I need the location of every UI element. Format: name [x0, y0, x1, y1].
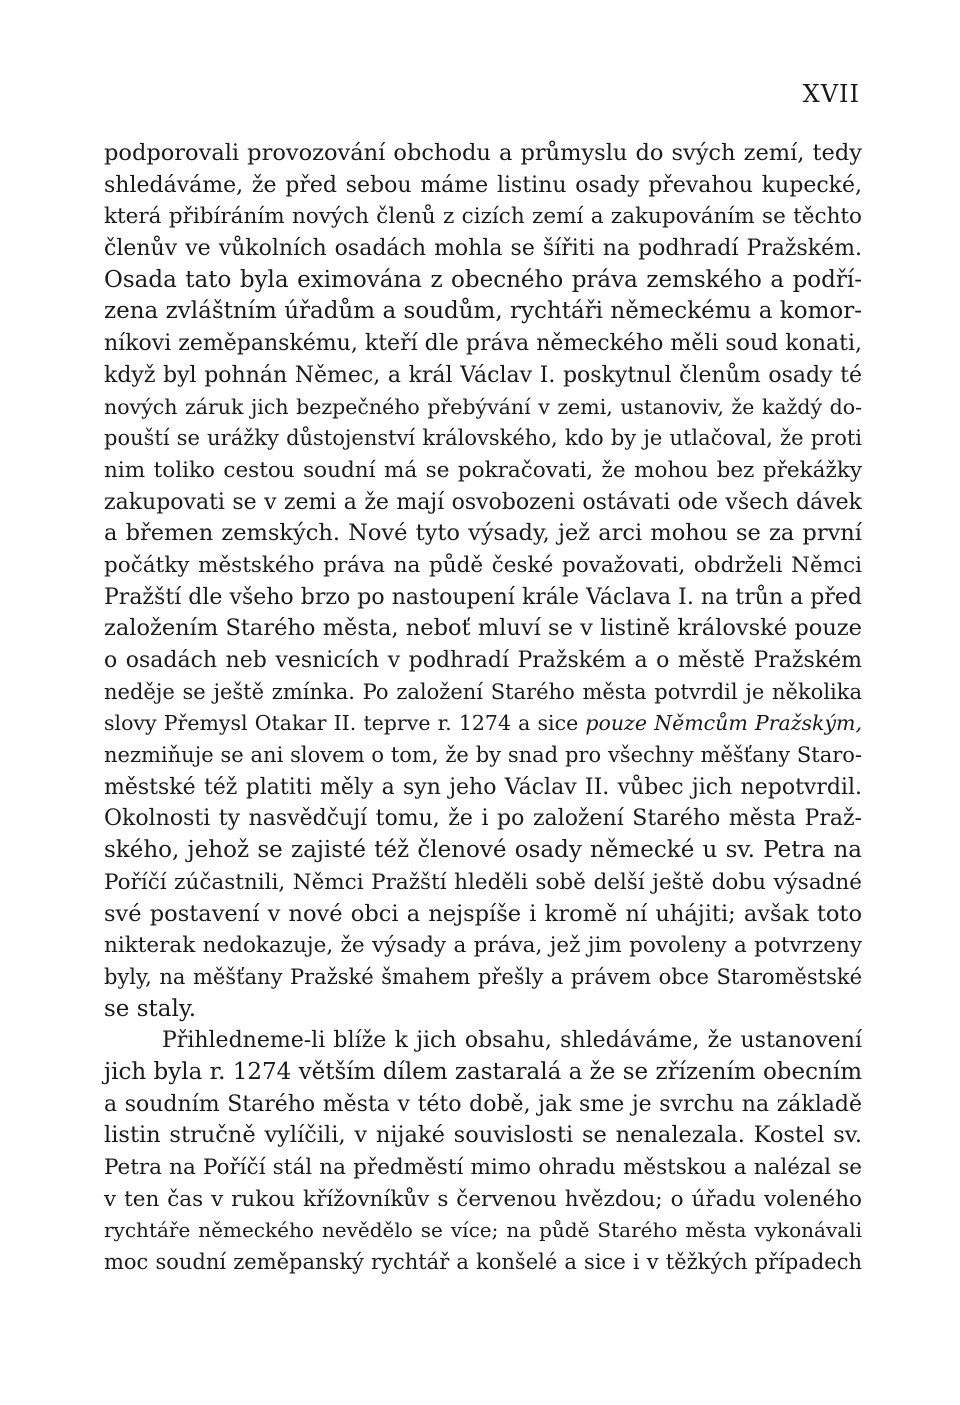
text-line: moc soudní zeměpanský rychtář a konšelé a sice i v těžkých případech — [104, 1250, 862, 1275]
text-line: ského, jehož se zajisté též členové osady německé u sv. Petra na — [104, 837, 862, 864]
text-line: v ten čas v rukou křížovníkův s červenou hvězdou; o úřadu voleného — [104, 1186, 862, 1212]
text-line: shledáváme, že před sebou máme listinu osady převahou kupecké, — [104, 172, 862, 198]
text-line: Poříčí zúčastnili, Němci Pražští hleděli sobě delší ještě dobu výsadné — [104, 869, 862, 895]
text-line: založením Starého města, neboť mluví se v listině královské pouze — [104, 615, 862, 642]
text-line: Petra na Poříčí stál na předměstí mimo ohradu městskou a nalézal se — [104, 1155, 862, 1180]
text-line: a břemen zemských. Nové tyto výsady, jež arci mohou se za první — [104, 520, 862, 547]
paragraph-1 — [104, 138, 862, 708]
text-line: rychtáře německého nevědělo se více; na půdě Starého města vykonávali — [104, 1218, 862, 1243]
text-line: nových záruk jich bezpečného přebývání v zemi, ustanoviv, že každý do- — [104, 394, 862, 419]
paragraph-2 — [104, 1025, 862, 1279]
text-line: níkovi zeměpanskému, kteří dle práva německého měli soud konati, — [104, 331, 862, 357]
paragraph-1-continued — [104, 740, 862, 1025]
text-line: a soudním Starého města v této době, jak sme je svrchu na základě — [104, 1091, 862, 1117]
text-line: zakupovati se v zemi a že mají osvobozeni ostávati ode všech dávek — [104, 489, 862, 515]
text-line: členův ve vůkolních osadách mohla se šířiti na podhradí Pražském. — [104, 236, 862, 262]
text-line: počátky městského práva na půdě české považovati, obdrželi Němci — [104, 552, 862, 578]
text-line: o osadách neb vesnicích v podhradí Pražském a o městě Pražském — [104, 648, 862, 673]
text-line: pouští se urážky důstojenství královského, kdo by je utlačoval, že proti — [104, 426, 862, 451]
text-line: nezmiňuje se ani slovem o tom, že by snad pro všechny měšťany Staro- — [104, 743, 862, 768]
italic-text-run: pouze Němcům Pražským, — [585, 711, 863, 736]
text-line: nikterak nedokazuje, že výsady a práva, jež jim povoleny a potvrzeny — [104, 933, 862, 959]
text-line: Pražští dle všeho brzo po nastoupení krále Václava I. na trůn a před — [104, 584, 862, 610]
text-line: své postavení v nové obci a nejspíše i kromě ní uhájiti; avšak toto — [104, 900, 862, 927]
text-line: neděje se ještě zmínka. Po založení Starého města potvrdil je několika — [104, 679, 862, 704]
page-number: XVII — [802, 80, 860, 108]
text-line-italic — [104, 708, 862, 740]
text-line: byly, na měšťany Pražské šmahem přešly a právem obce Staroměstské — [104, 964, 862, 989]
text-line: když byl pohnán Němec, a král Václav I. poskytnul členům osady té — [104, 362, 862, 388]
text-line: zena zvláštním úřadům a soudům, rychtáři německému a komor- — [104, 298, 862, 325]
text-line: se staly. — [104, 995, 197, 1022]
text-line: listin stručně vylíčili, v nijaké souvislosti se nenalezala. Kostel sv. — [104, 1122, 862, 1149]
text-run: slovy Přemysl Otakar II. teprve r. 1274 a sice — [104, 711, 586, 736]
text-line: která přibíráním nových členů z cizích zemí a zakupováním se těchto — [104, 204, 862, 230]
text-line: podporovali provozování obchodu a průmyslu do svých zemí, tedy — [104, 140, 862, 166]
text-line: jich byla r. 1274 větším dílem zastaralá a že se zřízením obecním — [104, 1058, 862, 1085]
text-line: nim toliko cestou soudní má se pokračovati, že mohou bez překážky — [104, 457, 862, 483]
text-line: městské též platiti měly a syn jeho Václav II. vůbec jich nepotvrdil. — [104, 774, 862, 800]
text-line: Okolnosti ty nasvědčují tomu, že i po založení Starého města Praž- — [104, 806, 862, 832]
text-line: Osada tato byla eximována z obecného práva zemského a podří- — [104, 266, 862, 293]
text-line: Přihledneme-li blíže k jich obsahu, shledáváme, že ustanovení — [162, 1028, 862, 1054]
body-text — [104, 138, 862, 1279]
